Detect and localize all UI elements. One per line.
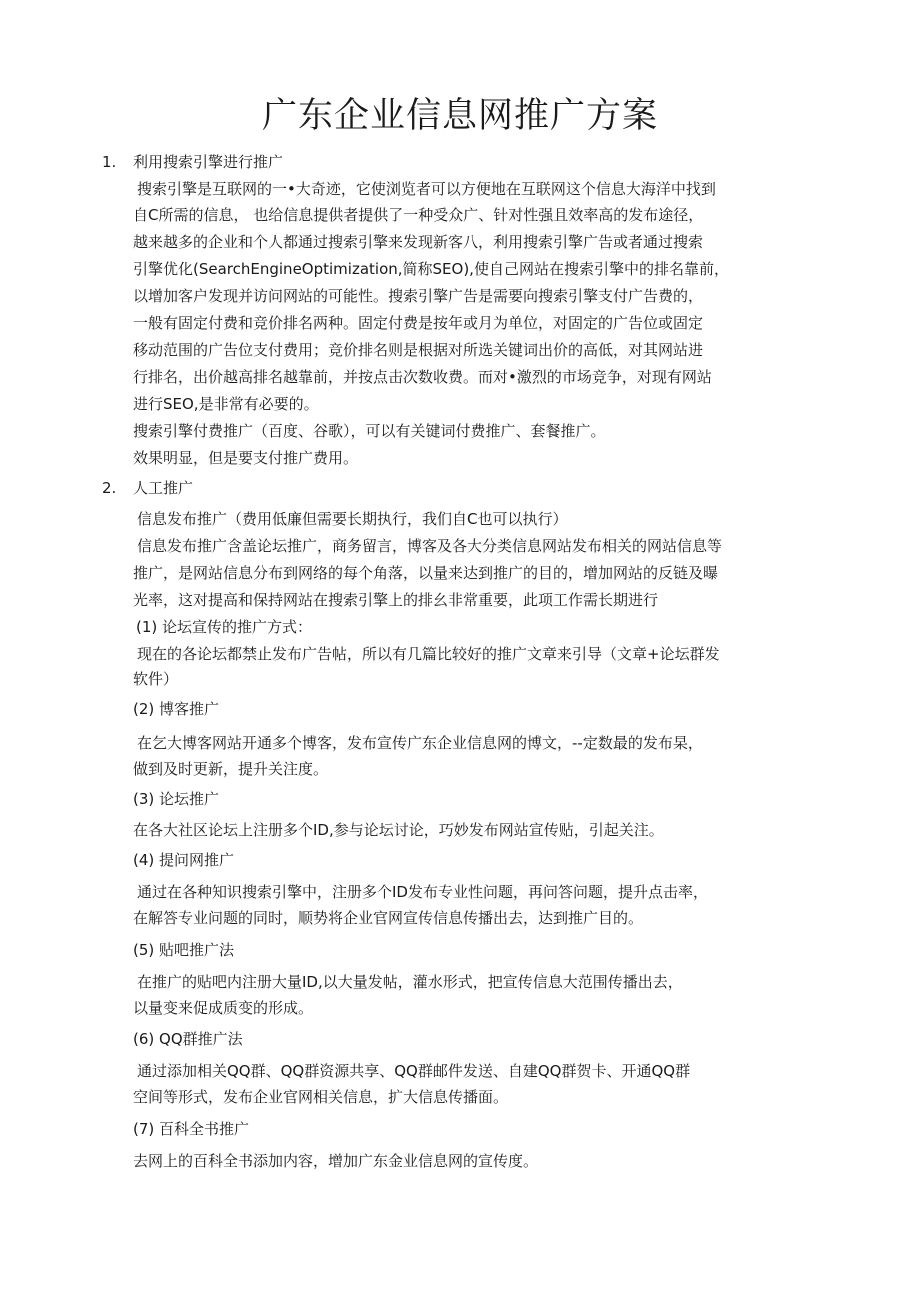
paragraph-line: 进行SEO,是非常有必要的。 — [133, 395, 319, 413]
paragraph-line: 搜索引擎付费推广（百度、谷歌），可以有关键词付费推广、套餐推广。 — [133, 422, 606, 440]
paragraph-line: 效果明显，但是要支付推广费用。 — [133, 449, 359, 467]
paragraph-line: 光率，这对提高和保持网站在搜索引擎上的排幺非常重要，此项工作需长期进行 — [133, 591, 659, 609]
paragraph-line: 推广，是网站信息分布到网络的每个角落，以量来达到推广的目的，增加网站的反链及曝 — [133, 564, 719, 582]
paragraph-line: 做到及时更新，提升关注度。 — [133, 760, 329, 778]
page-title: 广东企业信息网推广方案 — [261, 96, 658, 136]
paragraph-line: 去网上的百科全书添加内容，增加广东金业信息网的宣传度。 — [133, 1152, 539, 1170]
subsection-heading: (2) 博客推广 — [133, 700, 220, 718]
paragraph-line: 通过添加相关QQ群、QQ群资源共享、QQ群邮件发送、自建QQ群贺卡、开通QQ群 — [137, 1062, 691, 1080]
paragraph-line: 引擎优化(SearchEngineOptimization,简称SEO),使自己网站在搜索引擎中的排名靠前， — [133, 260, 729, 278]
section-heading: 人工推广 — [133, 479, 194, 497]
subsection-heading: (1) 论坛宣传的推广方式： — [136, 618, 313, 636]
subsection-heading: (7) 百科全书推广 — [133, 1120, 250, 1138]
paragraph-line: 在各大社区论坛上注册多个ID,参与论坛讨论，巧妙发布网站宣传贴，引起关注。 — [133, 821, 664, 839]
paragraph-line: 在推广的贴吧内注册大量ID,以大量发帖，灌水形式，把宣传信息大范围传播出去， — [137, 973, 683, 991]
paragraph-line: 以量变来促成质变的形成。 — [133, 999, 314, 1017]
paragraph-line: 软件） — [133, 670, 179, 688]
paragraph-line: 自C所需的信息， 也给信息提供者提供了一种受众广、针对性强且效率高的发布途径， — [133, 206, 704, 224]
section-heading: 利用搜索引擎进行推广 — [133, 153, 284, 171]
paragraph-line: 一般有固定付费和竞价排名两种。固定付费是按年或月为单位，对固定的广告位或固定 — [133, 314, 704, 332]
paragraph-line: 搜索引擎是互联网的一•大奇迹，它使浏览者可以方便地在互联网这个信息大海洋中找到 — [137, 180, 716, 198]
section-number: 1. — [102, 153, 117, 171]
subsection-heading: (3) 论坛推广 — [133, 790, 220, 808]
subsection-heading: (6) QQ群推广法 — [133, 1030, 243, 1048]
paragraph-line: 信息发布推广含盖论坛推广，商务留言，博客及各大分类信息网站发布相关的网站信息等 — [137, 537, 723, 555]
subsection-heading: (5) 贴吧推广法 — [133, 941, 235, 959]
paragraph-line: 在乞大博客网站开通多个博客，发布宣传广东企业信息网的博文，--定数最的发布杲， — [137, 734, 703, 752]
subsection-heading: (4) 提问网推广 — [133, 851, 235, 869]
paragraph-line: 通过在各种知识搜索引擎中，注册多个ID发布专业性问题，再问答问题，提升点击率， — [137, 883, 708, 901]
section-number: 2. — [102, 479, 117, 497]
paragraph-line: 越来越多的企业和个人都通过搜索引擎来发现新客八，利用搜索引擎广告或者通过搜索 — [133, 233, 704, 251]
paragraph-line: 行排名，出价越高排名越靠前，并按点击次数收费。而对•激烈的市场竞争，对现有网站 — [133, 368, 712, 386]
paragraph-line: 以增加客户发现并访问网站的可能性。搜索引擎广告是需要向搜索引擎支付广告费的， — [133, 287, 704, 305]
paragraph-line: 在解答专业问题的同时，顺势将企业官网宣传信息传播出去，达到推广目的。 — [133, 909, 644, 927]
paragraph-line: 空间等形式，发布企业官网相关信息，扩大信息传播面。 — [133, 1088, 509, 1106]
paragraph-line: 信息发布推广（费用低廉但需要长期执行，我们自C也可以执行） — [137, 510, 568, 528]
paragraph-line: 移动范围的广告位支付费用；竞价排名则是根据对所选关键词出价的高低，对其网站进 — [133, 341, 704, 359]
paragraph-line: 现在的各论坛都禁止发布广告帖，所以有几篇比较好的推广文章来引导（文章+论坛群发 — [137, 645, 720, 663]
